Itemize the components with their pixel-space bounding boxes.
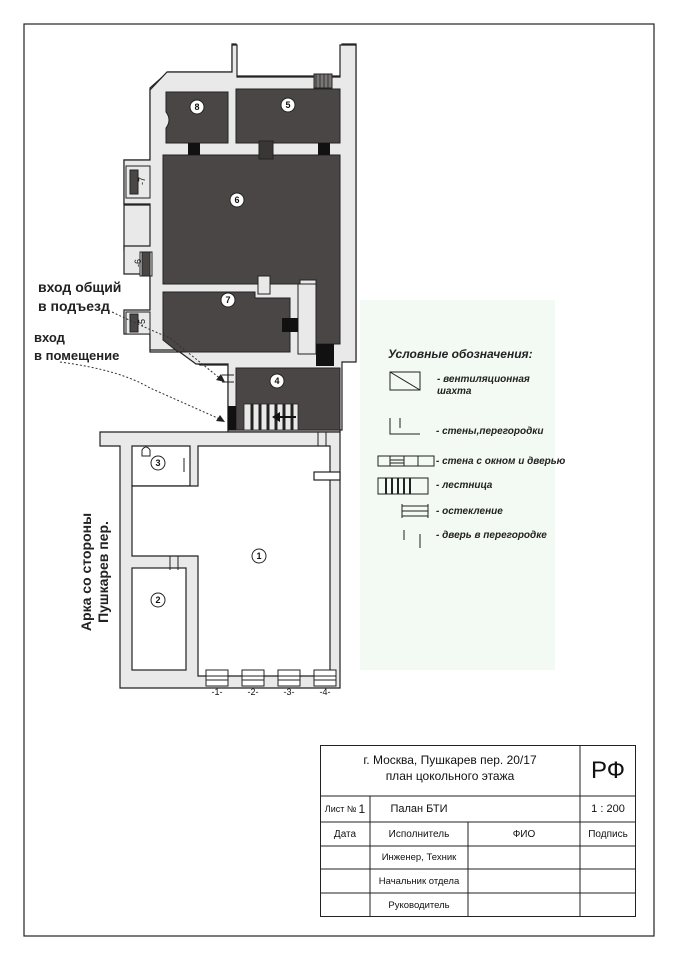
document-name: Палан БТИ <box>390 803 448 815</box>
window-1-label: -1- <box>211 687 223 697</box>
arch-line1: Арка со стороны <box>78 512 94 632</box>
room-2-label: 2 <box>155 595 161 605</box>
room-7-label: 7 <box>225 295 231 305</box>
wall-block <box>258 276 270 294</box>
title-plan-name: план цокольного этажа <box>385 769 515 783</box>
room-3-label: 3 <box>155 458 161 468</box>
window-3-label: -3- <box>283 687 295 697</box>
title-block <box>320 745 636 917</box>
col-signature: Подпись <box>588 828 628 840</box>
legend-item-stairs: - лестница <box>436 480 493 491</box>
room-4-label: 4 <box>274 376 280 386</box>
legend-item-walls: - стены,перегородки <box>436 426 544 437</box>
room-6-label: 6 <box>234 195 240 205</box>
entrance-room-label <box>34 330 119 364</box>
corridor-column <box>298 284 316 354</box>
legend-ventilation-line2: шахта <box>437 386 472 397</box>
entrance-room-line2: в помещение <box>34 348 120 363</box>
legend-item-wall-window-door: - стена с окном и дверью <box>436 456 566 467</box>
toilet-icon <box>142 447 150 456</box>
sheet-number-cell <box>320 796 370 822</box>
col-executor: Исполнитель <box>388 828 450 840</box>
room-8-label: 8 <box>194 102 200 112</box>
entrance-common-line2: в подъезд <box>38 298 110 314</box>
window-5-label: -5 <box>137 318 147 328</box>
scale: 1 : 200 <box>591 803 625 815</box>
row-engineer: Инженер, Техник <box>381 852 457 863</box>
window-4-label: -4- <box>319 687 331 697</box>
legend-title: Условные обозначения: <box>388 347 533 361</box>
legend-glazing-symbol <box>402 504 428 518</box>
row-director: Руководитель <box>388 899 450 911</box>
legend-ventilation-line1: - вентиляционная <box>437 374 530 385</box>
entrance-common-line1: вход общий <box>38 279 122 295</box>
room-5-label: 5 <box>285 100 291 110</box>
col-fio: ФИО <box>512 828 536 840</box>
legend-item-ventilation <box>437 374 530 398</box>
sheet-label: Лист № <box>324 804 357 814</box>
window-6-label: -6 <box>133 258 143 268</box>
arch-label <box>78 502 112 642</box>
logo: РФ <box>591 756 625 784</box>
room-1-label: 1 <box>256 551 262 561</box>
sheet-number: 1 <box>358 802 366 816</box>
window-7-label: -7 <box>137 176 147 186</box>
entrance-common-label <box>38 279 121 314</box>
vent-shaft <box>314 74 332 88</box>
legend-item-glazing: - остекление <box>436 506 503 517</box>
row-head-department: Начальник отдела <box>378 875 460 887</box>
window-2-label: -2- <box>247 687 259 697</box>
stairs <box>244 404 298 430</box>
title-address: г. Москва, Пушкарев пер. 20/17 <box>363 753 537 767</box>
lower-block <box>100 432 340 688</box>
legend-item-partition-door: - дверь в перегородке <box>436 530 547 541</box>
col-date: Дата <box>333 828 357 840</box>
arch-line2: Пушкарев пер. <box>95 521 111 623</box>
room-5 <box>236 89 340 143</box>
entrance-room-line1: вход <box>34 330 65 345</box>
